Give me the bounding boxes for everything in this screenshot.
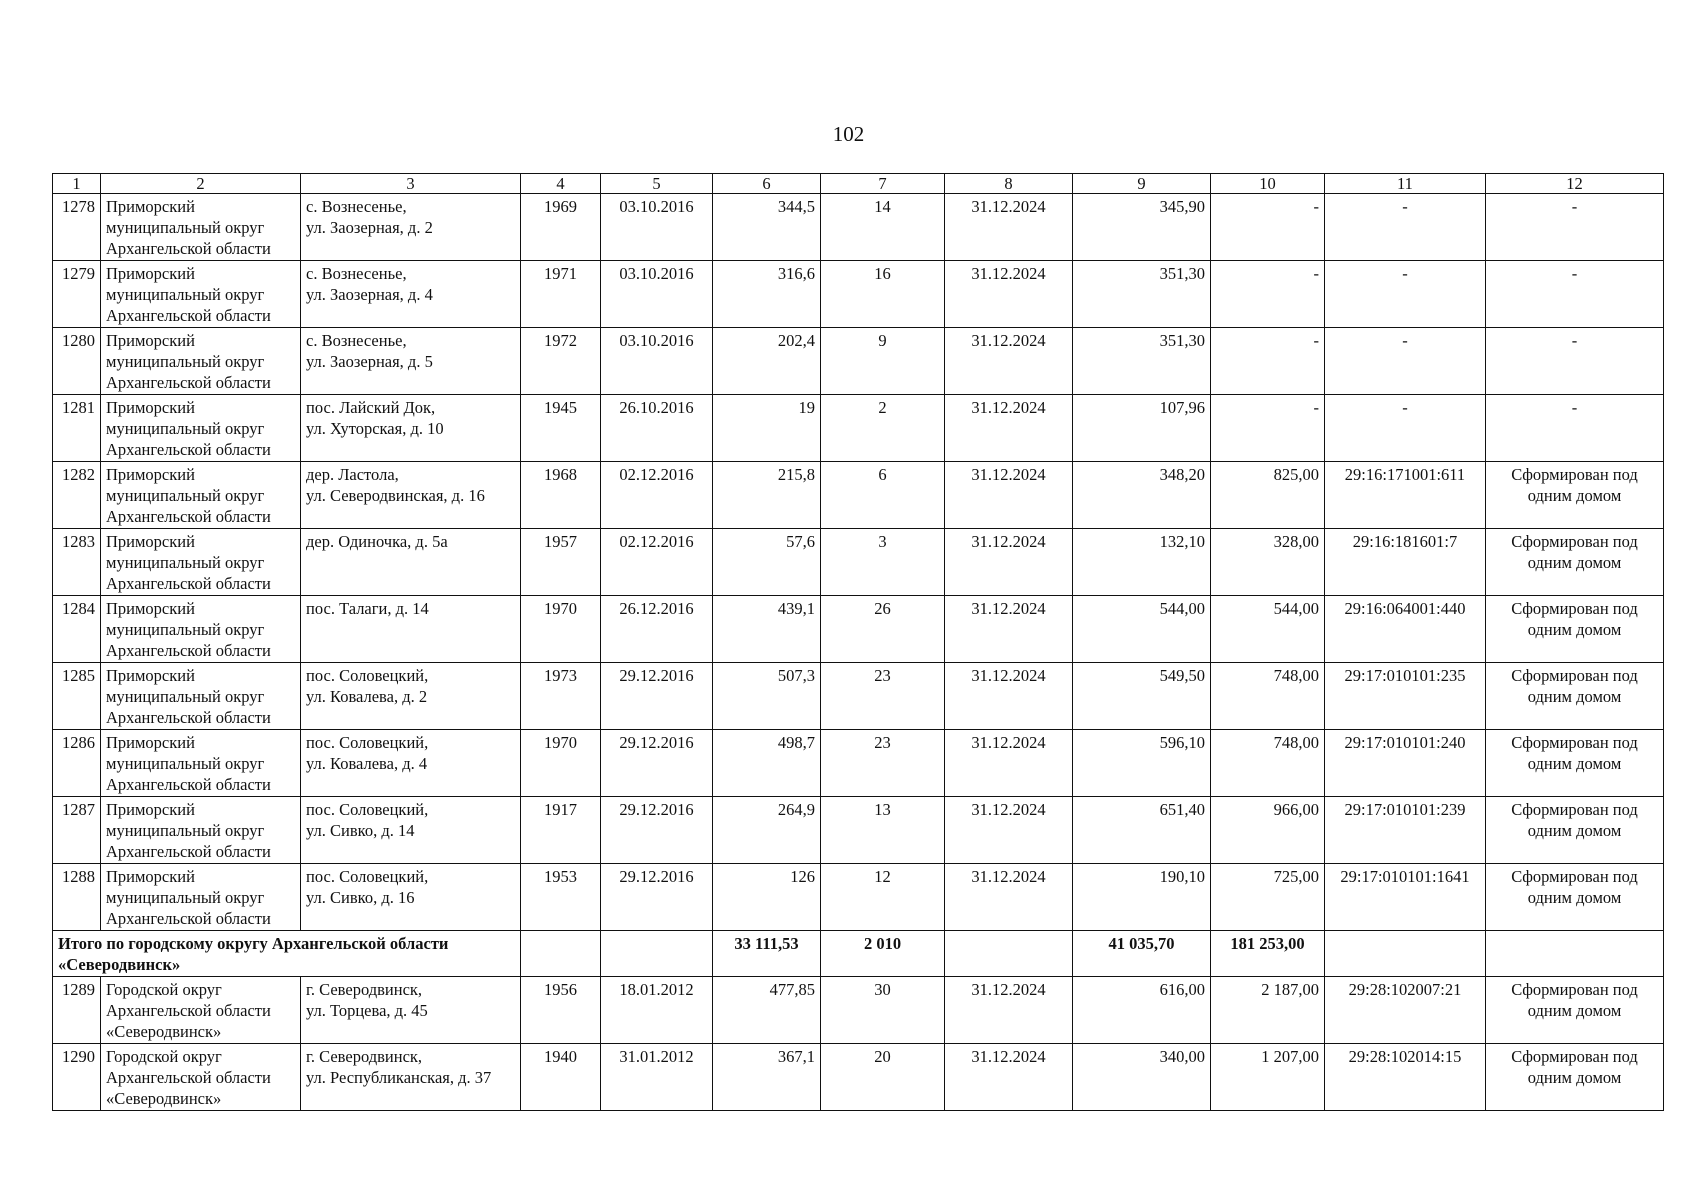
note	[1486, 797, 1664, 864]
address-line: г. Северодвинск,	[306, 980, 423, 999]
residents-count: 23	[821, 730, 945, 797]
relocation-deadline: 31.12.2024	[945, 395, 1073, 462]
address-line: ул. Республиканская, д. 37	[306, 1068, 492, 1087]
address	[301, 194, 521, 261]
column-header: 8	[945, 174, 1073, 194]
column-header: 3	[301, 174, 521, 194]
table-row	[53, 328, 1664, 395]
municipality	[101, 194, 301, 261]
note	[1486, 977, 1664, 1044]
year-built: 1968	[521, 462, 601, 529]
subtotal-col9: 41 035,70	[1073, 931, 1211, 977]
registry-table	[52, 173, 1664, 1111]
col10-value: 1 207,00	[1211, 1044, 1325, 1111]
note-line: Сформирован под	[1511, 532, 1638, 551]
residents-count: 12	[821, 864, 945, 931]
address-line: с. Вознесенье,	[306, 197, 407, 216]
row-number: 1282	[53, 462, 101, 529]
col9-value: 345,90	[1073, 194, 1211, 261]
col10-value: 544,00	[1211, 596, 1325, 663]
col10-value: 825,00	[1211, 462, 1325, 529]
col10-value: -	[1211, 261, 1325, 328]
municipality-line: Архангельской области	[106, 440, 271, 459]
year-built: 1970	[521, 730, 601, 797]
table-cell	[1325, 931, 1486, 977]
row-number: 1281	[53, 395, 101, 462]
area: 264,9	[713, 797, 821, 864]
municipality-line: Приморский	[106, 465, 195, 484]
col9-value: 132,10	[1073, 529, 1211, 596]
column-header: 1	[53, 174, 101, 194]
address	[301, 797, 521, 864]
note-line: Сформирован под	[1511, 465, 1638, 484]
row-number: 1290	[53, 1044, 101, 1111]
note	[1486, 663, 1664, 730]
recognition-date: 29.12.2016	[601, 730, 713, 797]
address-line: дер. Одиночка, д. 5а	[306, 532, 448, 551]
col10-value: -	[1211, 328, 1325, 395]
address-line: дер. Ластола,	[306, 465, 399, 484]
note-line: одним домом	[1527, 821, 1622, 840]
note-line: одним домом	[1527, 1068, 1622, 1087]
area: 367,1	[713, 1044, 821, 1111]
address-line: ул. Сивко, д. 14	[306, 821, 415, 840]
note	[1486, 261, 1664, 328]
municipality	[101, 261, 301, 328]
municipality	[101, 328, 301, 395]
relocation-deadline: 31.12.2024	[945, 462, 1073, 529]
cadastral-number: 29:16:064001:440	[1325, 596, 1486, 663]
municipality-line: Архангельской области	[106, 239, 271, 258]
municipality-line: муниципальный округ	[106, 553, 265, 572]
residents-count: 14	[821, 194, 945, 261]
relocation-deadline: 31.12.2024	[945, 194, 1073, 261]
note	[1486, 328, 1664, 395]
subtotal-col10: 181 253,00	[1211, 931, 1325, 977]
address	[301, 663, 521, 730]
recognition-date: 02.12.2016	[601, 462, 713, 529]
column-header: 7	[821, 174, 945, 194]
row-number: 1287	[53, 797, 101, 864]
municipality	[101, 395, 301, 462]
municipality-line: муниципальный округ	[106, 620, 265, 639]
subtotal-label	[53, 931, 521, 977]
address-line: пос. Соловецкий,	[306, 733, 429, 752]
note	[1486, 1044, 1664, 1111]
area: 507,3	[713, 663, 821, 730]
year-built: 1970	[521, 596, 601, 663]
col9-value: 616,00	[1073, 977, 1211, 1044]
col9-value: 351,30	[1073, 261, 1211, 328]
recognition-date: 03.10.2016	[601, 328, 713, 395]
municipality	[101, 462, 301, 529]
municipality-line: муниципальный округ	[106, 888, 265, 907]
table-row	[53, 663, 1664, 730]
row-number: 1283	[53, 529, 101, 596]
municipality	[101, 730, 301, 797]
address-line: пос. Лайский Док,	[306, 398, 436, 417]
col10-value: -	[1211, 395, 1325, 462]
address	[301, 596, 521, 663]
table-row	[53, 462, 1664, 529]
note	[1486, 194, 1664, 261]
municipality-line: Архангельской области	[106, 1068, 271, 1087]
address-line: ул. Ковалева, д. 2	[306, 687, 428, 706]
col9-value: 190,10	[1073, 864, 1211, 931]
column-header: 11	[1325, 174, 1486, 194]
recognition-date: 26.10.2016	[601, 395, 713, 462]
municipality-line: Приморский	[106, 264, 195, 283]
row-number: 1285	[53, 663, 101, 730]
column-header: 10	[1211, 174, 1325, 194]
col10-value: 328,00	[1211, 529, 1325, 596]
note-line: Сформирован под	[1511, 1047, 1638, 1066]
note-line: -	[1571, 264, 1578, 283]
municipality-line: Архангельской области	[106, 507, 271, 526]
address-line: пос. Соловецкий,	[306, 800, 429, 819]
rows-primorsky	[53, 194, 1664, 931]
area: 316,6	[713, 261, 821, 328]
address	[301, 529, 521, 596]
relocation-deadline: 31.12.2024	[945, 1044, 1073, 1111]
residents-count: 13	[821, 797, 945, 864]
municipality-line: Городской округ	[106, 980, 222, 999]
area: 439,1	[713, 596, 821, 663]
year-built: 1972	[521, 328, 601, 395]
address-line: с. Вознесенье,	[306, 331, 407, 350]
table-cell	[1486, 931, 1664, 977]
subtotal-row	[53, 931, 1664, 977]
recognition-date: 03.10.2016	[601, 261, 713, 328]
municipality	[101, 596, 301, 663]
cadastral-number: -	[1325, 395, 1486, 462]
note-line: -	[1571, 331, 1578, 350]
area: 202,4	[713, 328, 821, 395]
table-row	[53, 194, 1664, 261]
col9-value: 549,50	[1073, 663, 1211, 730]
column-number-row	[53, 174, 1664, 194]
note-line: -	[1571, 398, 1578, 417]
table-row	[53, 529, 1664, 596]
cadastral-number: 29:17:010101:240	[1325, 730, 1486, 797]
residents-count: 26	[821, 596, 945, 663]
residents-count: 30	[821, 977, 945, 1044]
table-row	[53, 730, 1664, 797]
note-line: -	[1571, 197, 1578, 216]
address	[301, 328, 521, 395]
municipality-line: муниципальный округ	[106, 754, 265, 773]
area: 498,7	[713, 730, 821, 797]
address-line: ул. Сивко, д. 16	[306, 888, 415, 907]
recognition-date: 29.12.2016	[601, 797, 713, 864]
subtotal-people: 2 010	[821, 931, 945, 977]
rows-severodvinsk	[53, 977, 1664, 1111]
table-row	[53, 261, 1664, 328]
municipality-line: Приморский	[106, 867, 195, 886]
address	[301, 395, 521, 462]
address-line: пос. Талаги, д. 14	[306, 599, 429, 618]
note-line: одним домом	[1527, 888, 1622, 907]
residents-count: 6	[821, 462, 945, 529]
table-row	[53, 797, 1664, 864]
col9-value: 544,00	[1073, 596, 1211, 663]
residents-count: 16	[821, 261, 945, 328]
row-number: 1289	[53, 977, 101, 1044]
row-number: 1288	[53, 864, 101, 931]
table-cell	[945, 931, 1073, 977]
address-line: ул. Торцева, д. 45	[306, 1001, 428, 1020]
address-line: ул. Заозерная, д. 5	[306, 352, 433, 371]
column-header: 6	[713, 174, 821, 194]
row-number: 1280	[53, 328, 101, 395]
column-header: 5	[601, 174, 713, 194]
column-header: 12	[1486, 174, 1664, 194]
municipality-line: муниципальный округ	[106, 218, 265, 237]
municipality	[101, 797, 301, 864]
municipality-line: Приморский	[106, 666, 195, 685]
year-built: 1953	[521, 864, 601, 931]
cadastral-number: -	[1325, 328, 1486, 395]
year-built: 1973	[521, 663, 601, 730]
address-line: ул. Северодвинская, д. 16	[306, 486, 485, 505]
note-line: Сформирован под	[1511, 980, 1638, 999]
address	[301, 462, 521, 529]
address-line: ул. Заозерная, д. 2	[306, 218, 433, 237]
note-line: Сформирован под	[1511, 666, 1638, 685]
municipality-line: Архангельской области	[106, 1001, 271, 1020]
municipality-line: Архангельской области	[106, 909, 271, 928]
recognition-date: 31.01.2012	[601, 1044, 713, 1111]
col9-value: 351,30	[1073, 328, 1211, 395]
column-header: 2	[101, 174, 301, 194]
area: 477,85	[713, 977, 821, 1044]
address-line: ул. Заозерная, д. 4	[306, 285, 433, 304]
year-built: 1971	[521, 261, 601, 328]
municipality	[101, 663, 301, 730]
recognition-date: 02.12.2016	[601, 529, 713, 596]
area: 344,5	[713, 194, 821, 261]
municipality-line: «Северодвинск»	[106, 1089, 222, 1108]
table-row	[53, 864, 1664, 931]
row-number: 1279	[53, 261, 101, 328]
col9-value: 107,96	[1073, 395, 1211, 462]
municipality-line: муниципальный округ	[106, 687, 265, 706]
row-number: 1278	[53, 194, 101, 261]
residents-count: 3	[821, 529, 945, 596]
cadastral-number: 29:17:010101:239	[1325, 797, 1486, 864]
municipality	[101, 529, 301, 596]
address	[301, 1044, 521, 1111]
address	[301, 730, 521, 797]
cadastral-number: 29:28:102014:15	[1325, 1044, 1486, 1111]
cadastral-number: -	[1325, 194, 1486, 261]
recognition-date: 26.12.2016	[601, 596, 713, 663]
municipality-line: муниципальный округ	[106, 419, 265, 438]
col9-value: 596,10	[1073, 730, 1211, 797]
municipality-line: Архангельской области	[106, 306, 271, 325]
note	[1486, 596, 1664, 663]
area: 57,6	[713, 529, 821, 596]
municipality-line: Архангельской области	[106, 641, 271, 660]
table-row	[53, 395, 1664, 462]
year-built: 1940	[521, 1044, 601, 1111]
subtotal-label-line: Итого по городскому округу Архангельской области	[58, 934, 449, 953]
relocation-deadline: 31.12.2024	[945, 864, 1073, 931]
note-line: Сформирован под	[1511, 599, 1638, 618]
municipality-line: Приморский	[106, 532, 195, 551]
municipality-line: Приморский	[106, 599, 195, 618]
relocation-deadline: 31.12.2024	[945, 797, 1073, 864]
residents-count: 20	[821, 1044, 945, 1111]
col10-value: 748,00	[1211, 663, 1325, 730]
relocation-deadline: 31.12.2024	[945, 596, 1073, 663]
note-line: Сформирован под	[1511, 733, 1638, 752]
note-line: Сформирован под	[1511, 867, 1638, 886]
table-cell	[601, 931, 713, 977]
cadastral-number: 29:16:171001:611	[1325, 462, 1486, 529]
area: 215,8	[713, 462, 821, 529]
note	[1486, 529, 1664, 596]
relocation-deadline: 31.12.2024	[945, 730, 1073, 797]
year-built: 1917	[521, 797, 601, 864]
subtotal-area: 33 111,53	[713, 931, 821, 977]
municipality-line: муниципальный округ	[106, 486, 265, 505]
municipality-line: Приморский	[106, 733, 195, 752]
municipality-line: Приморский	[106, 800, 195, 819]
area: 19	[713, 395, 821, 462]
municipality-line: Приморский	[106, 398, 195, 417]
municipality-line: Приморский	[106, 331, 195, 350]
column-header: 9	[1073, 174, 1211, 194]
note	[1486, 864, 1664, 931]
col10-value: 725,00	[1211, 864, 1325, 931]
page-number: 102	[832, 122, 865, 146]
address-line: пос. Соловецкий,	[306, 666, 429, 685]
row-number: 1286	[53, 730, 101, 797]
recognition-date: 29.12.2016	[601, 663, 713, 730]
relocation-deadline: 31.12.2024	[945, 977, 1073, 1044]
municipality-line: Архангельской области	[106, 574, 271, 593]
note-line: одним домом	[1527, 1001, 1622, 1020]
col10-value: 748,00	[1211, 730, 1325, 797]
note	[1486, 730, 1664, 797]
municipality-line: Архангельской области	[106, 775, 271, 794]
col9-value: 651,40	[1073, 797, 1211, 864]
relocation-deadline: 31.12.2024	[945, 261, 1073, 328]
address-line: ул. Ковалева, д. 4	[306, 754, 428, 773]
col10-value: 966,00	[1211, 797, 1325, 864]
year-built: 1945	[521, 395, 601, 462]
address	[301, 261, 521, 328]
cadastral-number: 29:28:102007:21	[1325, 977, 1486, 1044]
subtotal-label-line: «Северодвинск»	[58, 955, 181, 974]
address	[301, 977, 521, 1044]
table-row	[53, 977, 1664, 1044]
col10-value: 2 187,00	[1211, 977, 1325, 1044]
note-line: одним домом	[1527, 687, 1622, 706]
col10-value: -	[1211, 194, 1325, 261]
col9-value: 348,20	[1073, 462, 1211, 529]
municipality-line: Архангельской области	[106, 708, 271, 727]
municipality-line: Приморский	[106, 197, 195, 216]
year-built: 1956	[521, 977, 601, 1044]
residents-count: 9	[821, 328, 945, 395]
recognition-date: 03.10.2016	[601, 194, 713, 261]
note-line: одним домом	[1527, 620, 1622, 639]
table-row	[53, 1044, 1664, 1111]
address-line: с. Вознесенье,	[306, 264, 407, 283]
municipality-line: Городской округ	[106, 1047, 222, 1066]
cadastral-number: 29:17:010101:1641	[1325, 864, 1486, 931]
note-line: одним домом	[1527, 754, 1622, 773]
address-line: ул. Хуторская, д. 10	[306, 419, 444, 438]
subtotal-section	[53, 931, 1664, 977]
recognition-date: 18.01.2012	[601, 977, 713, 1044]
relocation-deadline: 31.12.2024	[945, 529, 1073, 596]
col9-value: 340,00	[1073, 1044, 1211, 1111]
relocation-deadline: 31.12.2024	[945, 328, 1073, 395]
municipality	[101, 977, 301, 1044]
table-row	[53, 596, 1664, 663]
note	[1486, 395, 1664, 462]
year-built: 1969	[521, 194, 601, 261]
note-line: одним домом	[1527, 486, 1622, 505]
column-header: 4	[521, 174, 601, 194]
recognition-date: 29.12.2016	[601, 864, 713, 931]
relocation-deadline: 31.12.2024	[945, 663, 1073, 730]
municipality-line: муниципальный округ	[106, 821, 265, 840]
municipality-line: муниципальный округ	[106, 285, 265, 304]
address-line: пос. Соловецкий,	[306, 867, 429, 886]
residents-count: 23	[821, 663, 945, 730]
cadastral-number: -	[1325, 261, 1486, 328]
year-built: 1957	[521, 529, 601, 596]
address	[301, 864, 521, 931]
municipality	[101, 864, 301, 931]
table-cell	[521, 931, 601, 977]
residents-count: 2	[821, 395, 945, 462]
municipality-line: Архангельской области	[106, 842, 271, 861]
cadastral-number: 29:16:181601:7	[1325, 529, 1486, 596]
municipality-line: «Северодвинск»	[106, 1022, 222, 1041]
cadastral-number: 29:17:010101:235	[1325, 663, 1486, 730]
area: 126	[713, 864, 821, 931]
note	[1486, 462, 1664, 529]
note-line: Сформирован под	[1511, 800, 1638, 819]
address-line: г. Северодвинск,	[306, 1047, 423, 1066]
municipality	[101, 1044, 301, 1111]
municipality-line: муниципальный округ	[106, 352, 265, 371]
municipality-line: Архангельской области	[106, 373, 271, 392]
row-number: 1284	[53, 596, 101, 663]
note-line: одним домом	[1527, 553, 1622, 572]
